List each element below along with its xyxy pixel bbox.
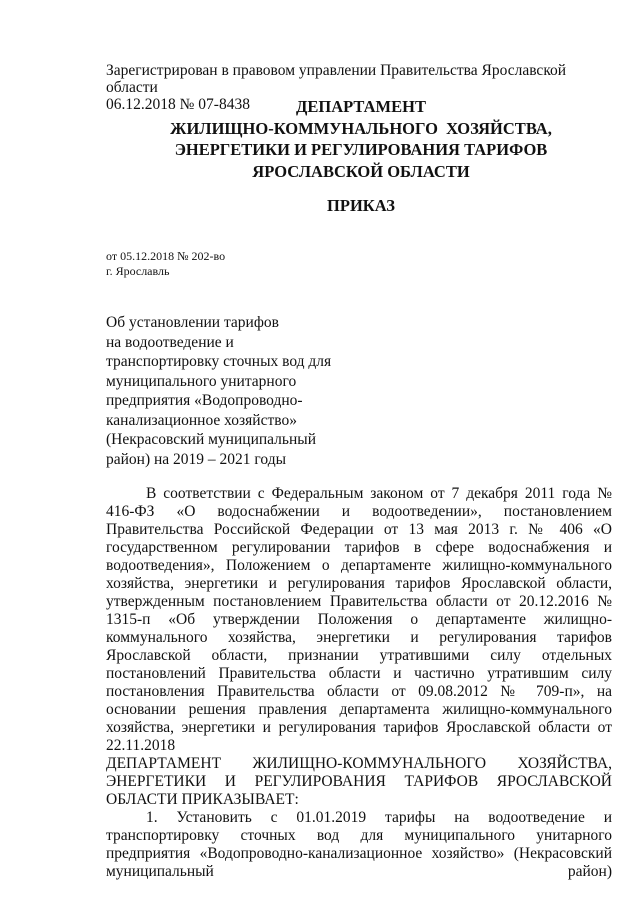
document-type-title: ПРИКАЗ [327, 196, 395, 215]
department-line-1: ДЕПАРТАМЕНТ [296, 97, 426, 116]
preamble-paragraph: В соответствии с Федеральным законом от 7 декабря 2011 года № 416-ФЗ «О водоснабжении и водоотведении», постановлением Правительства Российской Федерации от 13 мая 2013 г. № 406 «О государственном регулировании тарифов в сфере водоснабжения и водоотведения», Положением о департаменте жилищно-коммунального хозяйства, энергетики и регулирования тарифов Ярославской области, утвержденным постановлением Правительства области от 20.12.2016 № 1315-п «Об утверждении Положения о департаменте жилищно-коммунального хозяйства, энергетики и регулирования тарифов Ярославской области, признании утратившими силу отдельных постановлений Правительства области и частично утратившим силу постановления Правительства области от 09.08.2012 № 709-п», на основании решения правления департамента жилищно-коммунального хозяйства, энергетики и регулирования тарифов Ярославской области от 22.11.2018 [106, 485, 612, 754]
department-line-4: ЯРОСЛАВСКОЙ ОБЛАСТИ [252, 161, 470, 181]
subject-line: (Некрасовский муниципальный [106, 431, 316, 448]
registration-line-2: 06.12.2018 № 07-8438 [106, 96, 250, 113]
orders-line-2: ОБЛАСТИ ПРИКАЗЫВАЕТ: [106, 791, 299, 808]
subject-line: предприятия «Водопроводно- [106, 392, 303, 409]
registration-line-1: Зарегистрирован в правовом управлении Правительства Ярославской области [106, 62, 567, 96]
subject-line: на водоотведение и [106, 333, 234, 351]
subject-line: транспортировку сточных вод для [106, 353, 332, 370]
order-subject [106, 313, 346, 469]
order-city: г. Ярославль [106, 263, 170, 278]
subject-line: Об установлении тарифов [106, 314, 279, 331]
subject-line: район) на 2019 – 2021 годы [106, 450, 287, 468]
subject-line: муниципального унитарного [106, 372, 297, 390]
order-item-1: 1. Установить с 01.01.2019 тарифы на водоотведение и транспортировку сточных вод для муниципального унитарного предприятия «Водопроводно-канализационное хозяйство» (Некрасовский муниципальный район) [106, 809, 612, 880]
order-body [106, 485, 612, 881]
department-header [106, 96, 616, 182]
department-line-2: ЖИЛИЩНО-КОММУНАЛЬНОГО ХОЗЯЙСТВА, [170, 118, 552, 138]
subject-line: канализационное хозяйство» [106, 411, 297, 429]
order-meta [106, 249, 225, 278]
order-date-number: от 05.12.2018 № 202-во [106, 249, 226, 263]
orders-line-1: ДЕПАРТАМЕНТ ЖИЛИЩНО-КОММУНАЛЬНОГО ХОЗЯЙСТВА, ЭНЕРГЕТИКИ И РЕГУЛИРОВАНИЯ ТАРИФОВ ЯРОСЛАВСКОЙ [106, 755, 612, 790]
department-line-3: ЭНЕРГЕТИКИ И РЕГУЛИРОВАНИЯ ТАРИФОВ [174, 140, 548, 159]
